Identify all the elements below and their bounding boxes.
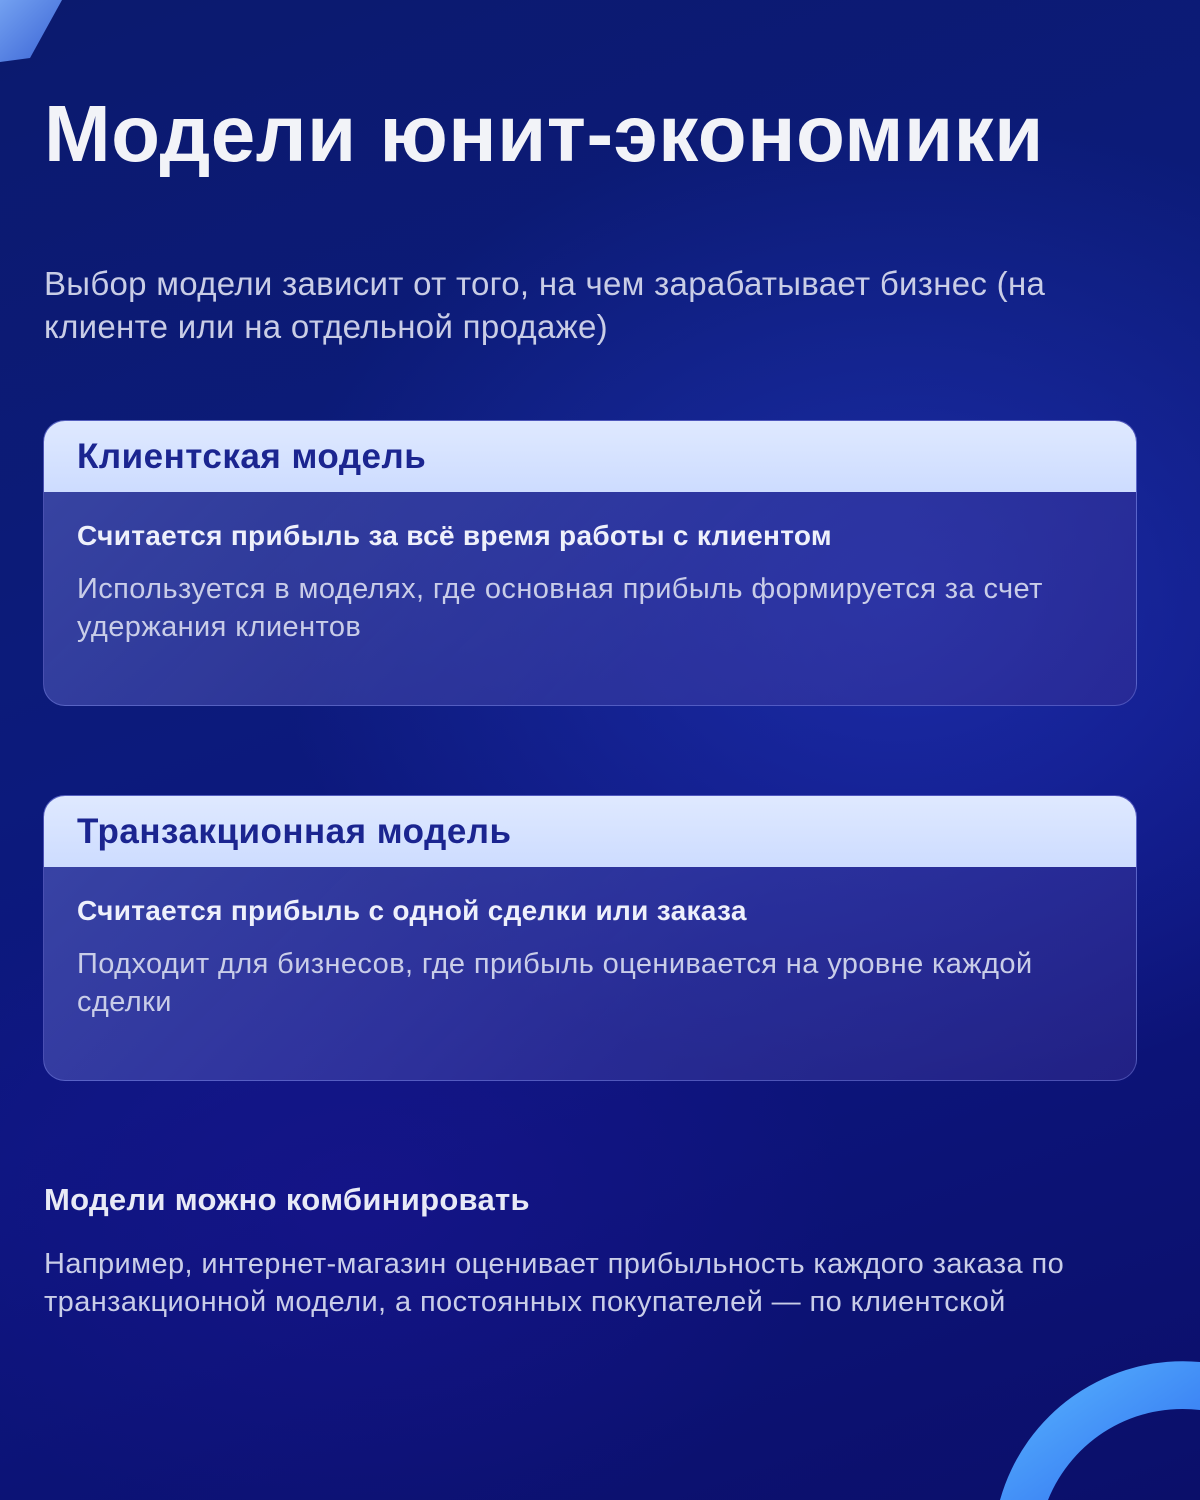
corner-shard-decoration <box>0 0 90 70</box>
card-header <box>44 796 1136 867</box>
page-subtitle: Выбор модели зависит от того, на чем зарабатывает бизнес (на клиенте или на отдельной продаже) <box>44 265 1046 345</box>
combine-text: Например, интернет-магазин оценивает прибыльность каждого заказа по транзакционной модели, а постоянных покупателей — по клиентской <box>44 1248 1065 1318</box>
transaction-model-card <box>43 795 1137 1081</box>
combine-title: Модели можно комбинировать <box>44 1182 530 1217</box>
card-subtitle: Считается прибыль за всё время работы с клиентом <box>77 520 832 551</box>
card-title: Транзакционная модель <box>77 811 512 851</box>
page-title: Модели юнит-экономики <box>44 89 1044 178</box>
card-subtitle: Считается прибыль с одной сделки или заказа <box>77 895 747 926</box>
card-text: Используется в моделях, где основная прибыль формируется за счет удержания клиентов <box>77 573 1043 643</box>
card-body <box>44 867 1136 1021</box>
corner-ring-decoration <box>980 1360 1200 1500</box>
card-body <box>44 492 1136 646</box>
card-header <box>44 421 1136 492</box>
client-model-card <box>43 420 1137 706</box>
card-text: Подходит для бизнесов, где прибыль оценивается на уровне каждой сделки <box>77 948 1033 1018</box>
card-title: Клиентская модель <box>77 436 427 476</box>
